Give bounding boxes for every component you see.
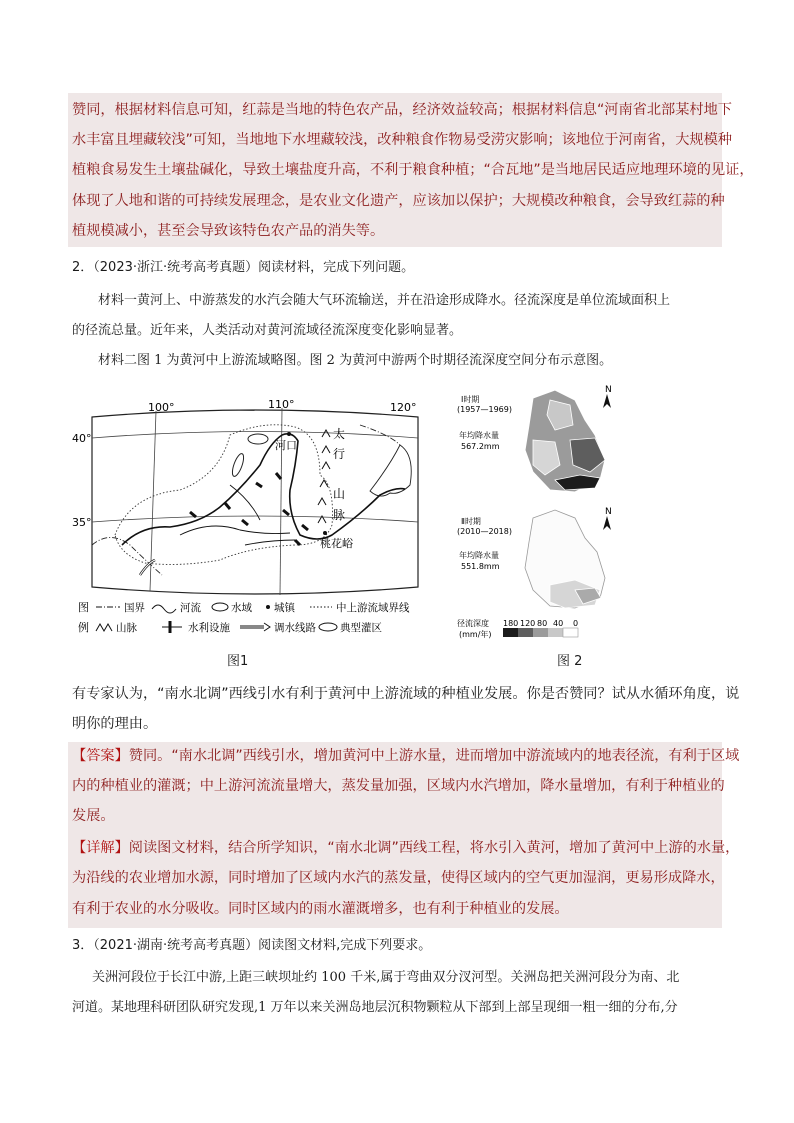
period-2-years: (2010—2018) <box>457 527 512 536</box>
figure-1-caption: 图1 <box>227 654 249 669</box>
legend-tick: 40 <box>553 619 564 628</box>
dam-mark <box>225 503 230 509</box>
legend-label: 山脉 <box>116 622 137 634</box>
legend-title: 例 <box>78 621 89 634</box>
lon-label: 120° <box>390 401 417 414</box>
legend-label: 调水线路 <box>274 622 316 634</box>
legend-swatch <box>563 628 578 637</box>
legend-tick: 0 <box>573 619 579 628</box>
material-one-line: 材料一黄河上、中游蒸发的水汽会随大气环流输送，并在沿途形成降水。径流深度是单位流域面积上 <box>98 293 671 308</box>
period-1-rain: 567.2mm <box>461 442 500 451</box>
dam-mark <box>302 525 308 530</box>
legend-label: 河流 <box>180 602 201 614</box>
latitude-line-35 <box>92 516 418 522</box>
answer-line: 发展。 <box>72 808 115 824</box>
question-2-title: 2．（2023·浙江·统考高考真题）阅读材料，完成下列问题。 <box>72 260 415 275</box>
legend-label: 国界 <box>124 602 145 614</box>
period-2-label: Ⅱ时期 <box>461 517 481 526</box>
period-2-rain: 551.8mm <box>461 562 500 571</box>
legend-symbol-town <box>266 605 270 609</box>
lon-label: 110° <box>268 398 295 411</box>
town-dot <box>287 432 291 436</box>
lon-label: 100° <box>148 401 175 414</box>
north-arrow-icon <box>603 394 611 408</box>
lat-label: 35° <box>72 516 92 529</box>
material-two-line: 材料二图 1 为黄河中上游流域略图。图 2 为黄河中游两个时期径流深度空间分布示意图。 <box>98 353 613 368</box>
question-3-title: 3．（2021·湖南·统考高考真题）阅读图文材料,完成下列要求。 <box>72 938 432 953</box>
q3-text-line: 河道。某地理科研团队研究发现,1 万年以来关洲岛地层沉积物颗粒从下部到上部呈现细一粗一细的分布,分 <box>72 1000 678 1015</box>
detail-line: 为沿线的农业增加水源，同时增加了区域内水汽的蒸发量，使得区域内的空气更加湿润，更易形成降水， <box>72 870 725 886</box>
question-line: 有专家认为，“南水北调”西线引水有利于黄河中上游流域的种植业发展。你是否赞同？试从水循环角度，说 <box>72 686 740 702</box>
legend-label: 水域 <box>231 602 252 614</box>
legend-swatch <box>518 628 533 637</box>
detail-line-1 <box>72 838 739 858</box>
north-label: N <box>605 385 612 395</box>
legend-label: 水利设施 <box>188 622 230 634</box>
mountain-label: 行 <box>333 447 346 461</box>
irrigation-area <box>230 452 246 477</box>
answer-tag: 【答案】 <box>72 748 129 764</box>
mountain-label: 山 <box>333 487 346 501</box>
legend-symbol-river <box>152 605 176 613</box>
material-one-line: 的径流总量。近年来，人类活动对黄河流域径流深度变化影响显著。 <box>72 323 463 338</box>
legend-symbol-irrigation <box>319 623 337 631</box>
answer-line: 水丰富且埋藏较浅”可知，当地地下水埋藏较浅，改种粮食作物易受涝灾影响；该地位于河南省，大规模种 <box>72 132 732 148</box>
mountain-symbols <box>318 430 330 523</box>
mountain-label: 太 <box>333 427 346 441</box>
answer-line-1 <box>72 746 739 766</box>
q3-text-line: 关洲河段位于长江中游,上距三峡坝址约 100 千米,属于弯曲双分汊河型。关洲岛把关洲河段分为南、北 <box>92 970 680 985</box>
legend-tick: 180 <box>503 619 519 628</box>
legend-label: 中上游流域界线 <box>336 602 410 614</box>
detail-text: 阅读图文材料，结合所学知识，“南水北调”西线工程，将水引入黄河，增加了黄河中上游的水量， <box>128 840 740 856</box>
dam-mark <box>295 540 300 545</box>
detail-line: 有利于农业的水分吸收。同时区域内的雨水灌溉增多，也有利于种植业的发展。 <box>72 901 569 917</box>
figure-1-map <box>70 395 446 640</box>
period-1-label: Ⅰ时期 <box>461 395 480 404</box>
yellow-river <box>122 434 405 545</box>
lat-label: 40° <box>72 432 92 445</box>
dam-mark <box>256 483 262 487</box>
legend-swatch <box>548 628 563 637</box>
question-line: 明你的理由。 <box>72 716 158 732</box>
answer-line: 体现了人地和谐的可持续发展理念，是农业文化遗产，应该加以保护；大规模改种粮食，会导致红蒜的种 <box>72 193 725 209</box>
legend-swatch <box>503 628 518 637</box>
place-label: 桃花峪 <box>320 537 353 550</box>
period-1-rain-label: 年均降水量 <box>459 431 499 440</box>
dam-mark <box>276 473 281 479</box>
period-1-years: (1957—1969) <box>457 405 512 414</box>
dam-mark <box>190 512 196 517</box>
mountain-label: 脉 <box>333 508 346 522</box>
answer-line: 赞同，根据材料信息可知，红蒜是当地的特色农产品，经济效益较高；根据材料信息“河南省北部某村地下 <box>72 102 732 118</box>
legend-label: 典型灌区 <box>340 622 382 634</box>
water-body <box>248 434 268 444</box>
legend-title: 径流深度 <box>457 619 489 628</box>
legend-symbol-arrow <box>264 623 270 631</box>
figure-2-caption: 图 2 <box>557 654 583 669</box>
answer-line: 植规模减小，甚至会导致该特色农产品的消失等。 <box>72 223 385 239</box>
detail-tag: 【详解】 <box>72 840 129 856</box>
tributary <box>180 485 295 545</box>
legend-symbol-mountain <box>96 624 112 631</box>
legend-tick: 80 <box>537 619 548 628</box>
answer-line: 内的种植业的灌溉；中上游河流流量增大，蒸发量加强，区域内水汽增加，降水量增加，有利于种植业的 <box>72 778 725 794</box>
legend-tick: 120 <box>520 619 536 628</box>
answer-text: 赞同。“南水北调”西线引水，增加黄河中上游水量，进而增加中游流域内的地表径流，有利于区域 <box>128 748 740 764</box>
legend-label: 城镇 <box>274 602 295 614</box>
legend-unit: (mm/年) <box>459 630 492 639</box>
dam-mark <box>242 520 248 525</box>
legend-title: 图 <box>78 601 89 614</box>
dam-mark <box>283 510 289 515</box>
legend-symbol-water <box>212 603 228 611</box>
figure-2-map <box>455 380 630 642</box>
place-label: 河口 <box>275 439 297 452</box>
period-2-rain-label: 年均降水量 <box>459 551 499 560</box>
town-dot <box>323 531 327 535</box>
north-arrow-icon <box>603 516 611 530</box>
north-label: N <box>605 507 612 517</box>
taihang-mountains <box>318 430 330 523</box>
answer-line: 植粮食易发生土壤盐碱化，导致土壤盐度升高，不利于粮食种植；“合瓦地”是当地居民适应地理环境的见证， <box>72 162 754 178</box>
legend-swatch <box>533 628 548 637</box>
